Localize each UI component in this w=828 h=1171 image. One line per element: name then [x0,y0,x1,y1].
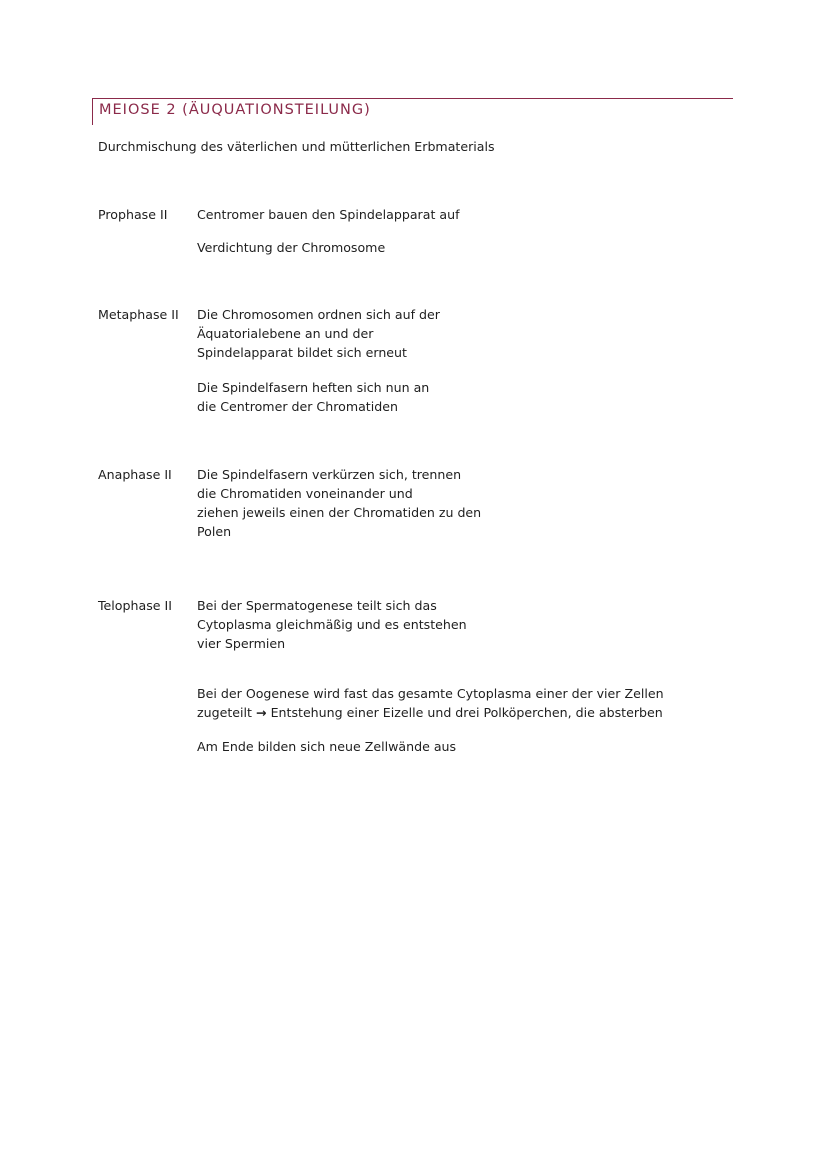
text-line: Centromer bauen den Spindelapparat auf [197,207,460,222]
text-line: die Centromer der Chromatiden [197,399,398,414]
text-line: vier Spermien [197,636,286,651]
text-line: Polen [197,524,232,539]
telophase-paragraph-2 [197,684,664,722]
text-line: Verdichtung der Chromosome [197,240,386,255]
text-line: Äquatorialebene an und der [197,326,374,341]
page-subtitle: Durchmischung des väterlichen und mütterlichen Erbmaterials [98,139,495,154]
phase-label-prophase: Prophase II [98,207,168,222]
metaphase-paragraph-2 [197,378,429,416]
page-title: MEIOSE 2 (ÄUQUATIONSTEILUNG) [99,102,371,118]
telophase-paragraph-1 [197,596,467,653]
heading-frame [92,98,733,125]
phase-label-metaphase: Metaphase II [98,307,179,322]
telophase-paragraph-3 [197,737,456,756]
prophase-paragraph-1 [197,205,460,224]
phase-label-anaphase: Anaphase II [98,467,172,482]
text-fragment: Entstehung einer Eizelle und drei Polköperchen, die absterben [270,705,663,720]
metaphase-paragraph-1 [197,305,440,362]
arrow-right-icon: → [255,705,267,720]
text-fragment: zugeteilt [197,705,252,720]
text-line: ziehen jeweils einen der Chromatiden zu den [197,505,482,520]
text-line [197,703,664,722]
phase-label-telophase: Telophase II [98,598,172,613]
text-line: Die Spindelfasern heften sich nun an [197,380,430,395]
text-line: Spindelapparat bildet sich erneut [197,345,407,360]
prophase-paragraph-2 [197,238,385,257]
text-line: Die Chromosomen ordnen sich auf der [197,307,440,322]
text-line: Die Spindelfasern verkürzen sich, trennen [197,467,462,482]
text-line: Bei der Oogenese wird fast das gesamte Cytoplasma einer der vier Zellen [197,686,664,701]
text-line: Cytoplasma gleichmäßig und es entstehen [197,617,467,632]
text-line: Am Ende bilden sich neue Zellwände aus [197,739,457,754]
text-line: die Chromatiden voneinander und [197,486,413,501]
anaphase-paragraph-1 [197,465,481,541]
text-line: Bei der Spermatogenese teilt sich das [197,598,437,613]
